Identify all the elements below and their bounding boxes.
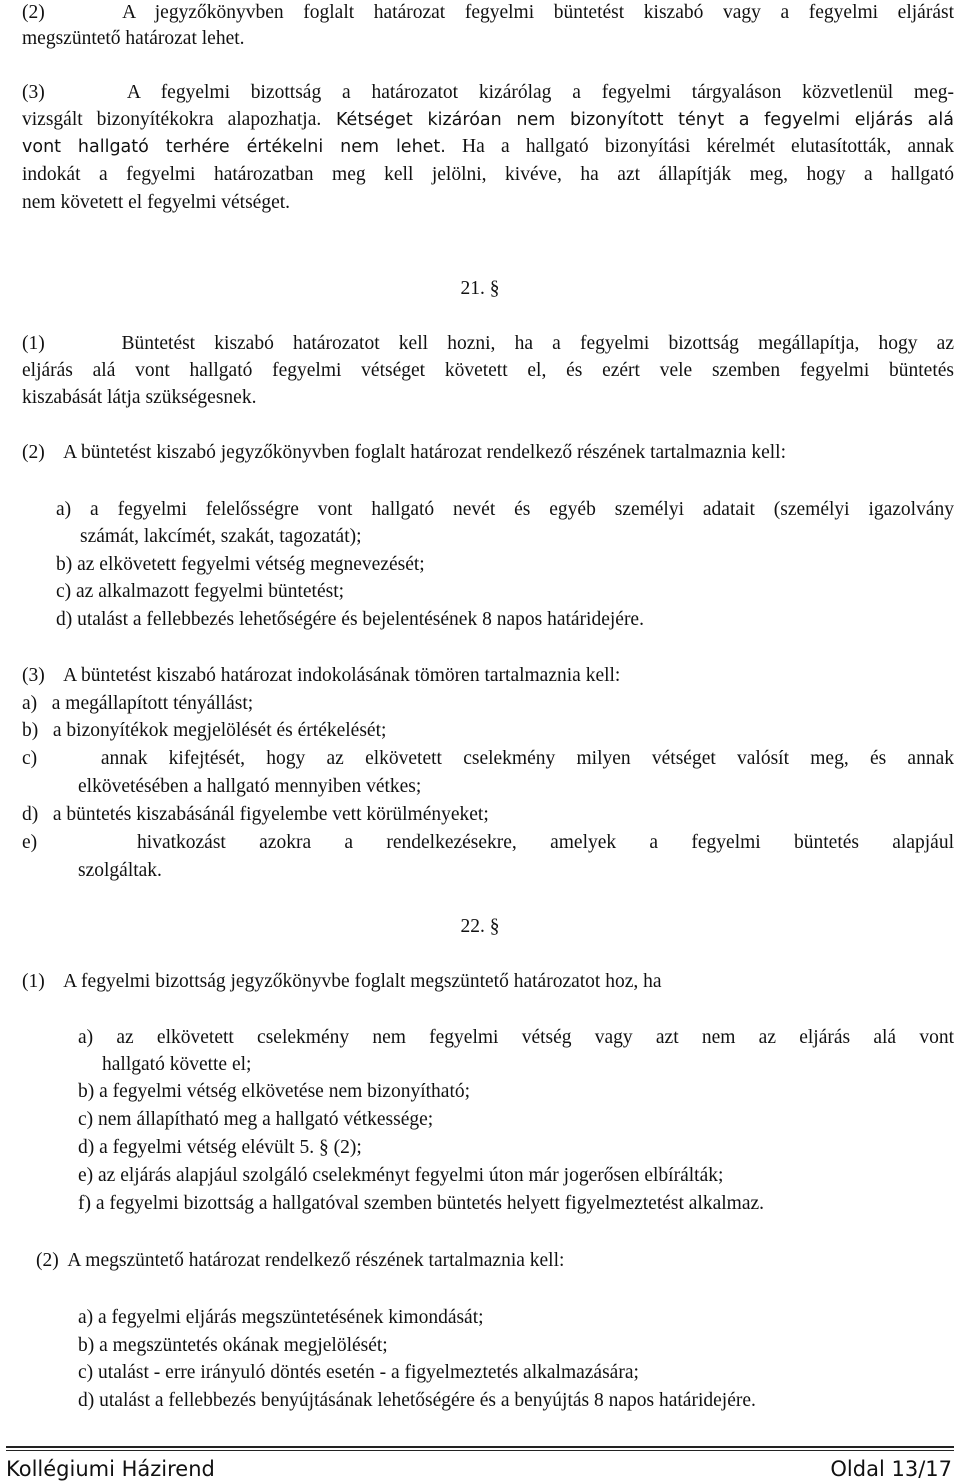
paragraph-line: kiszabását látja szükségesnek. bbox=[22, 387, 257, 408]
section-heading-21: 21. § bbox=[460, 278, 500, 299]
paragraph-line: (2) A megszüntető határozat rendelkező részének tartalmaznia kell: bbox=[36, 1250, 565, 1271]
list-item: d) a büntetés kiszabásánál figyelembe vett körülményeket; bbox=[22, 804, 489, 825]
list-item-continuation: számát, lakcímét, szakát, tagozatát); bbox=[80, 526, 362, 547]
list-item: a) a fegyelmi felelősségre vont hallgató nevét és egyéb személyi adatait (személyi igazolvány bbox=[56, 499, 954, 520]
paragraph-line: (3) A büntetést kiszabó határozat indokolásának tömören tartalmaznia kell: bbox=[22, 665, 621, 686]
list-item: b) a fegyelmi vétség elkövetése nem bizonyítható; bbox=[78, 1081, 471, 1102]
paragraph-line: indokát a fegyelmi határozatban meg kell jelölni, kivéve, ha azt állapítják meg, hogy a hallgató bbox=[22, 164, 954, 185]
footer-title: Kollégiumi Házirend bbox=[6, 1457, 215, 1481]
paragraph-line bbox=[22, 107, 954, 133]
paragraph-line: megszüntető határozat lehet. bbox=[22, 28, 245, 49]
list-item: f) a fegyelmi bizottság a hallgatóval szemben büntetés helyett figyelmeztetést alkalmaz. bbox=[78, 1193, 765, 1214]
list-item: b) az elkövetett fegyelmi vétség megnevezését; bbox=[56, 554, 425, 575]
list-item: b) a bizonyítékok megjelölését és értékelését; bbox=[22, 720, 387, 741]
footer-divider bbox=[6, 1450, 954, 1451]
list-item-continuation: hallgató követte el; bbox=[102, 1054, 252, 1075]
paragraph-line: (2) A büntetést kiszabó jegyzőkönyvben foglalt határozat rendelkező részének tartalmaznia kell: bbox=[22, 442, 786, 463]
paragraph-line: (1) Büntetést kiszabó határozatot kell hozni, ha a fegyelmi bizottság megállapítja, hogy az bbox=[22, 333, 954, 354]
list-item-continuation: elkövetésében a hallgató mennyiben vétkes; bbox=[78, 776, 422, 797]
footer-divider bbox=[6, 1446, 954, 1448]
footer-page-number: Oldal 13/17 bbox=[830, 1457, 952, 1481]
list-item: c) utalást - erre irányuló döntés esetén - a figyelmeztetés alkalmazására; bbox=[78, 1362, 639, 1383]
paragraph-line bbox=[22, 134, 954, 160]
list-item: d) utalást a fellebbezés benyújtásának lehetőségére és a benyújtás 8 napos határidejére. bbox=[78, 1390, 756, 1411]
list-item: d) a fegyelmi vétség elévült 5. § (2); bbox=[78, 1137, 362, 1158]
section-heading-22: 22. § bbox=[460, 916, 500, 937]
paragraph-line: (1) A fegyelmi bizottság jegyzőkönyvbe foglalt megszüntető határozatot hoz, ha bbox=[22, 971, 662, 992]
paragraph-line: (3) A fegyelmi bizottság a határozatot kizárólag a fegyelmi tárgyaláson közvetlenül meg- bbox=[22, 82, 954, 103]
list-item-continuation: szolgáltak. bbox=[78, 860, 162, 881]
paragraph-line: (2) A jegyzőkönyvben foglalt határozat fegyelmi büntetést kiszabó vagy a fegyelmi eljárást bbox=[22, 2, 954, 23]
list-item: a) a fegyelmi eljárás megszüntetésének kimondását; bbox=[78, 1307, 484, 1328]
text-span: vizsgált bizonyítékokra alapozhatja. bbox=[22, 109, 322, 130]
list-item: d) utalást a fellebbezés lehetőségére és bejelentésének 8 napos határidejére. bbox=[56, 609, 644, 630]
list-item: c) az alkalmazott fegyelmi büntetést; bbox=[56, 581, 345, 602]
list-item: b) a megszüntetés okának megjelölését; bbox=[78, 1335, 388, 1356]
text-span: vont hallgató terhére értékelni nem lehet. bbox=[22, 137, 446, 157]
text-span: Kétséget kizáróan nem bizonyított tényt a fegyelmi eljárás alá bbox=[321, 110, 954, 130]
list-item: c) annak kifejtését, hogy az elkövetett cselekmény milyen vétséget valósít meg, és annak bbox=[22, 748, 954, 769]
paragraph-line: eljárás alá vont hallgató fegyelmi vétséget követett el, és ezért vele szemben fegyelmi büntetés bbox=[22, 360, 954, 381]
list-item: e) az eljárás alapjául szolgáló cselekményt fegyelmi úton már jogerősen elbírálták; bbox=[78, 1165, 724, 1186]
paragraph-line: nem követett el fegyelmi vétséget. bbox=[22, 192, 291, 213]
list-item: a) a megállapított tényállást; bbox=[22, 693, 254, 714]
list-item: a) az elkövetett cselekmény nem fegyelmi vétség vagy azt nem az eljárás alá vont bbox=[78, 1027, 954, 1048]
list-item: c) nem állapítható meg a hallgató vétkessége; bbox=[78, 1109, 434, 1130]
list-item: e) hivatkozást azokra a rendelkezésekre, amelyek a fegyelmi büntetés alapjául bbox=[22, 832, 954, 853]
text-span: Ha a hallgató bizonyítási kérelmét elutasították, annak bbox=[445, 136, 955, 157]
